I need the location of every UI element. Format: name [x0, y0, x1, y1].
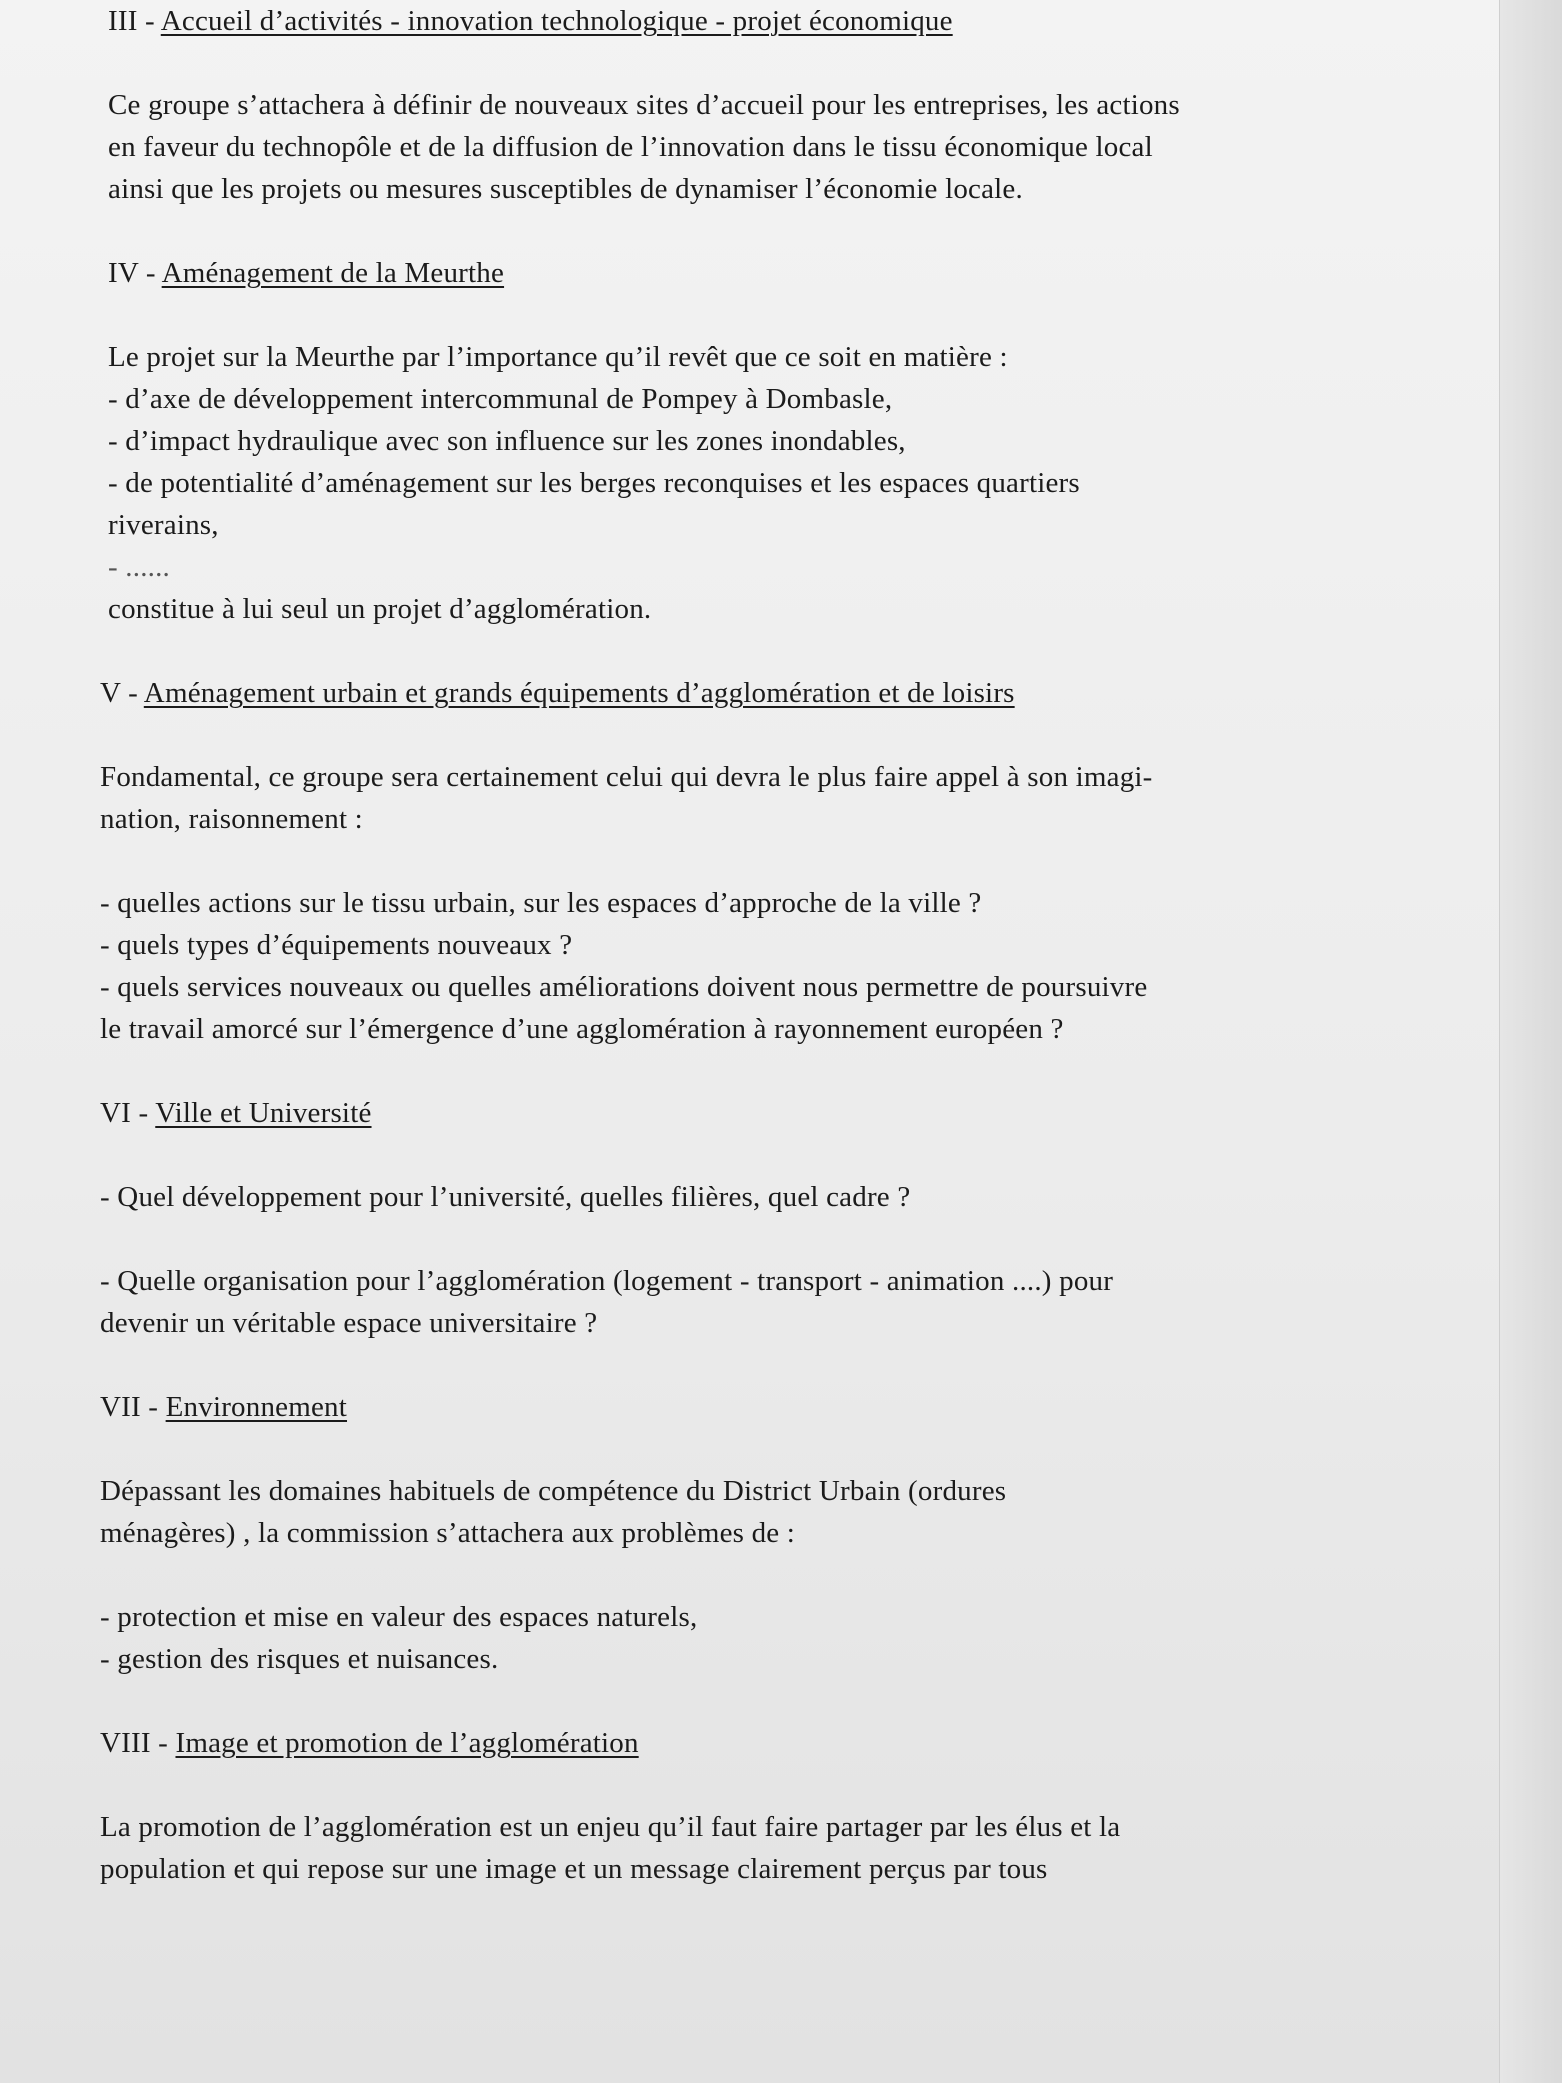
section-vii [100, 1386, 1388, 1680]
paragraph-line: ménagères) , la commission s’attachera aux problèmes de : [100, 1517, 796, 1549]
section-v [100, 672, 1388, 1050]
list-item: - quelles actions sur le tissu urbain, sur les espaces d’approche de la ville ? [100, 887, 982, 919]
section-vii-heading: VII - Environnement [100, 1391, 348, 1423]
section-numeral: VI [100, 1097, 132, 1129]
question-item: - Quel développement pour l’université, quelles filières, quel cadre ? [100, 1181, 911, 1213]
list-item-ellipsis: - ...... [108, 551, 171, 583]
section-numeral: V [100, 677, 121, 709]
paragraph-line: La promotion de l’agglomération est un enjeu qu’il faut faire partager par les élus et la [100, 1811, 1121, 1843]
list-item: - d’impact hydraulique avec son influence sur les zones inondables, [108, 425, 906, 457]
section-numeral: IV [108, 257, 139, 289]
section-vi [100, 1092, 1388, 1344]
paragraph-line: Le projet sur la Meurthe par l’importance qu’il revêt que ce soit en matière : [108, 341, 1008, 373]
section-iv [108, 252, 1388, 630]
paragraph-line: en faveur du technopôle et de la diffusion de l’innovation dans le tissu économique local [108, 131, 1153, 163]
section-viii [100, 1722, 1388, 1890]
question-item-continuation: devenir un véritable espace universitaire ? [100, 1307, 598, 1339]
section-title: Aménagement de la Meurthe [161, 257, 505, 289]
list-item: - quels types d’équipements nouveaux ? [100, 929, 573, 961]
section-vi-heading: VI - Ville et Université [100, 1097, 372, 1129]
section-title: Image et promotion de l’agglomération [175, 1727, 639, 1759]
paragraph-line: Fondamental, ce groupe sera certainement celui qui devra le plus faire appel à son imagi- [100, 761, 1153, 793]
list-item: - de potentialité d’aménagement sur les berges reconquises et les espaces quartiers [108, 467, 1080, 499]
list-item: - quels services nouveaux ou quelles améliorations doivent nous permettre de poursuivre [100, 971, 1148, 1003]
list-item-continuation: le travail amorcé sur l’émergence d’une agglomération à rayonnement européen ? [100, 1013, 1064, 1045]
section-title: Environnement [165, 1391, 348, 1423]
section-numeral: VIII [100, 1727, 151, 1759]
section-title: Aménagement urbain et grands équipements d’agglomération et de loisirs [143, 677, 1015, 709]
list-item: - d’axe de développement intercommunal de Pompey à Dombasle, [108, 383, 893, 415]
list-item: - gestion des risques et nuisances. [100, 1643, 499, 1675]
document-page [98, 0, 1388, 1890]
section-title: Accueil d’activités - innovation technologique - projet économique [160, 5, 953, 37]
section-numeral: VII [100, 1391, 141, 1423]
page-edge [1499, 0, 1562, 2083]
question-item: - Quelle organisation pour l’agglomération (logement - transport - animation ....) pour [100, 1265, 1114, 1297]
section-numeral: III [108, 5, 138, 37]
paragraph-line: Ce groupe s’attachera à définir de nouveaux sites d’accueil pour les entreprises, les actions [108, 89, 1180, 121]
list-item: - protection et mise en valeur des espaces naturels, [100, 1601, 698, 1633]
list-item-continuation: riverains, [108, 509, 219, 541]
paragraph-line: population et qui repose sur une image et un message clairement perçus par tous [100, 1853, 1048, 1885]
section-v-heading: V - Aménagement urbain et grands équipements d’agglomération et de loisirs [100, 677, 1015, 709]
paragraph-line: Dépassant les domaines habituels de compétence du District Urbain (ordures [100, 1475, 1007, 1507]
section-iii [108, 0, 1388, 210]
section-iv-heading: IV - Aménagement de la Meurthe [108, 257, 505, 289]
paragraph-line: constitue à lui seul un projet d’agglomération. [108, 593, 652, 625]
paragraph-line: ainsi que les projets ou mesures susceptibles de dynamiser l’économie locale. [108, 173, 1023, 205]
paragraph-line: nation, raisonnement : [100, 803, 363, 835]
section-viii-heading: VIII - Image et promotion de l’agglomération [100, 1727, 639, 1759]
section-title: Ville et Université [155, 1097, 372, 1129]
section-iii-heading: III - Accueil d’activités - innovation technologique - projet économique [108, 5, 953, 37]
